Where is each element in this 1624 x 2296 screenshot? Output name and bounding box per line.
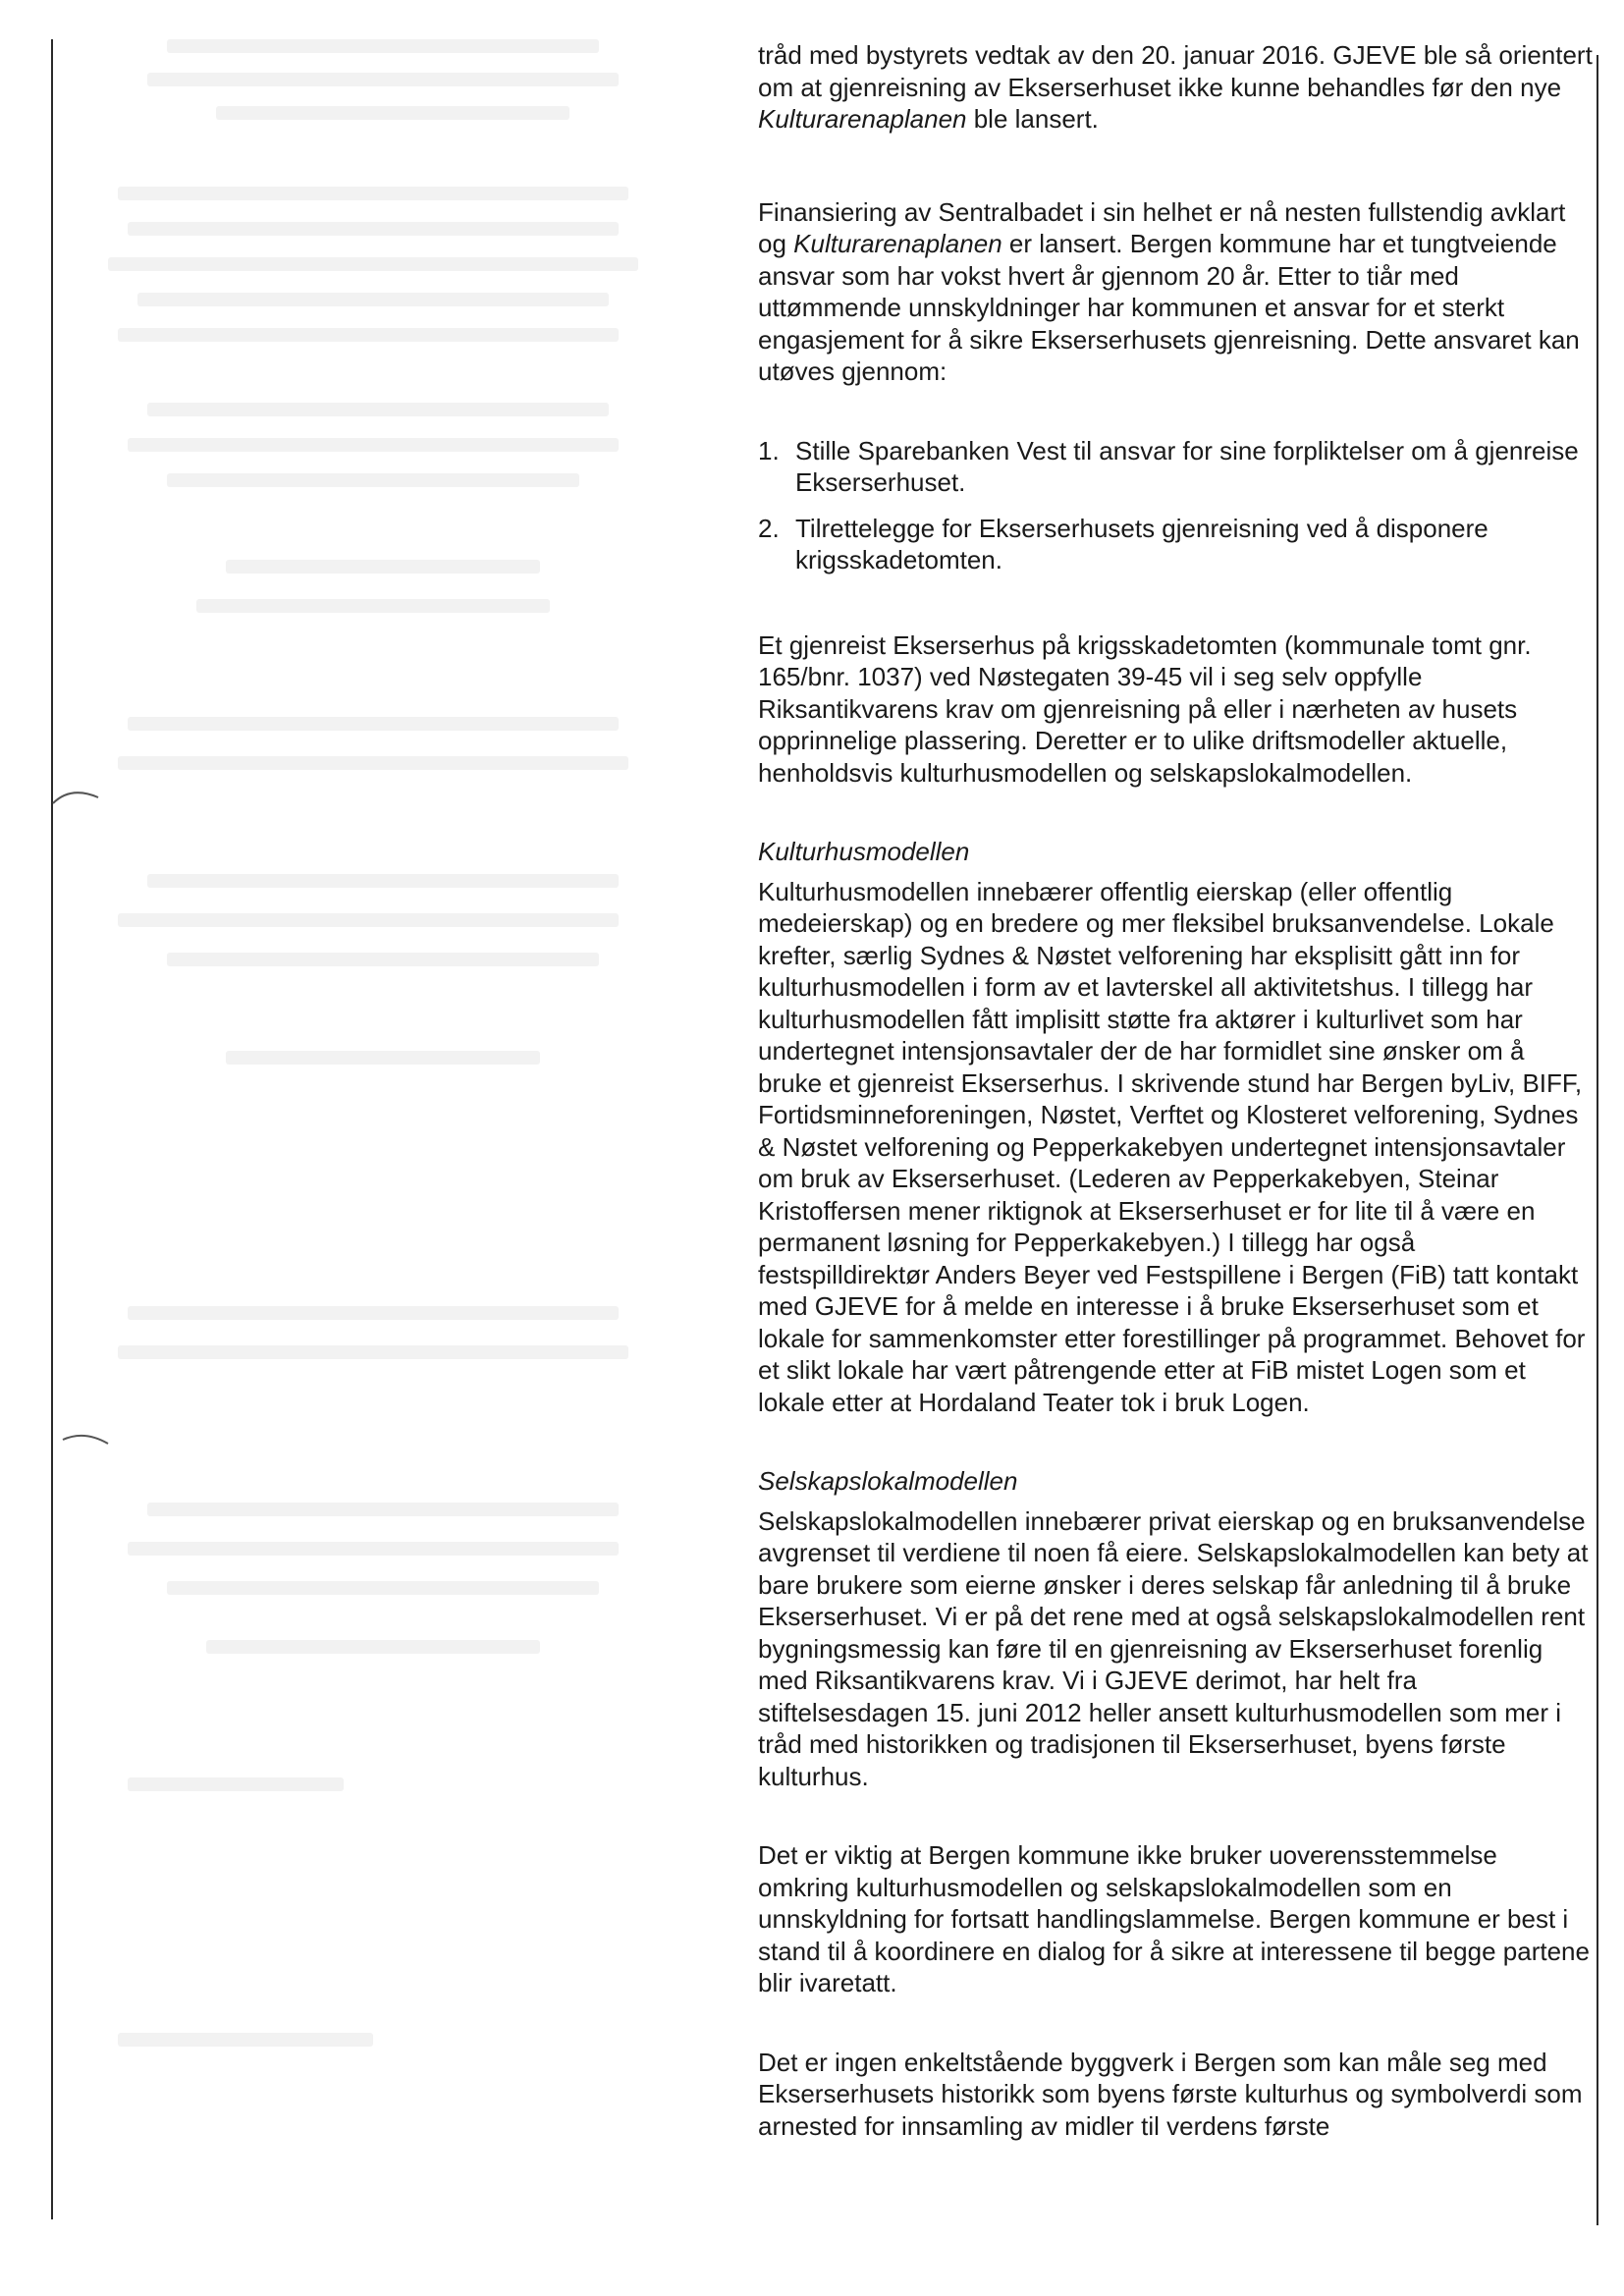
coordination-paragraph: Det er viktig at Bergen kommune ikke bruker uoverensstemmelse omkring kulturhusmodellen og selskapslokalmodellen som en unnskyldning for fortsatt handlingslammelse. Bergen kommune er best i stand til å koordinere en dialog for å sikre at interessene til begge partene blir ivaretatt. bbox=[758, 1840, 1590, 1997]
list-item-number: 1. bbox=[758, 435, 780, 465]
right-margin-line bbox=[1597, 55, 1598, 2225]
culture-model-paragraph: Kulturhusmodellen innebærer offentlig eierskap (eller offentlig medeierskap) og en bredere og mer fleksibel bruksanvendelse. Lokale krefter, særlig Sydnes & Nøstet velforening har eksplisitt gått inn for kulturhusmodellen i form av et lavterskel all aktivitetshus. I tillegg har kulturhusmodellen fått implisitt støtte fra aktører i kulturlivet som har undertegnet intensjonsavtaler der de har formidlet sine ønsker om å bruke et gjenreist Ekserserhus. I skrivende stund har Bergen byLiv, BIFF, Fortidsminneforeningen, Nøstet, Verftet og Klosteret velforening, Sydnes & Nøstet velforening og Pepperkakebyen undertegnet intensjonsavtaler om bruk av Ekserserhuset. (Lederen av Pepperkakebyen, Steinar Kristoffersen mener riktignok at Ekserserhuset er for lite til å være en permanent løsning for Pepperkakebyen.) I tillegg har også festspilldirektør Anders Beyer ved Festspillene i Bergen (FiB) tatt kontakt med GJEVE for å melde en interesse i å bruke Ekserserhuset som et lokale for sammenkomster etter forestillinger på programmet. Behovet for et slikt lokale har vært påtrengende etter at FiB mistet Logen som et lokale etter at Hordaland Teater tok i bruk Logen. bbox=[758, 876, 1586, 1417]
list-item-text: Stille Sparebanken Vest til ansvar for sine forpliktelser om å gjenreise Ekserserhuset. bbox=[795, 435, 1579, 497]
show-through-texture bbox=[108, 29, 658, 2190]
list-item-text: Tilrettelegge for Ekserserhusets gjenreisning ved å disponere krigsskadetomten. bbox=[795, 513, 1489, 574]
action-list bbox=[758, 435, 1593, 576]
culture-model-heading: Kulturhusmodellen bbox=[758, 837, 970, 866]
financing-paragraph bbox=[758, 196, 1593, 388]
party-model-paragraph: Selskapslokalmodellen innebærer privat eierskap og en bruksanvendelse avgrenset til verdiene til noen få eiere. Selskapslokalmodellen kan bety at bare brukere som eierne ønsker i deres selskap får anledning til å bruke Ekserserhuset. Vi er på det rene med at også selskapslokalmodellen rent bygningsmessig kan føre til en gjenreisning av Ekserserhuset forenlig med Riksantikvarens krav. Vi i GJEVE derimot, har helt fra stiftelsesdagen 15. juni 2012 heller ansett kulturhusmodellen som mer i tråd med historikken og tradisjonen til Ekserserhuset, byens første kulturhus. bbox=[758, 1505, 1589, 1791]
site-paragraph: Et gjenreist Ekserserhus på krigsskadetomten (kommunale tomt gnr. 165/bnr. 1037) ved Nøstegaten 39-45 vil i seg selv oppfylle Riksantikvarens krav om gjenreisning på eller i nærheten av husets opprinnelige plassering. Deretter er to ulike driftsmodeller aktuelle, henholdsvis kulturhusmodellen og selskapslokalmodellen. bbox=[758, 629, 1532, 788]
list-item bbox=[758, 435, 1593, 499]
list-item-number: 2. bbox=[758, 513, 780, 543]
intro-plan-title: Kulturarenaplanen bbox=[758, 104, 967, 134]
intro-text-end: ble lansert. bbox=[966, 104, 1099, 134]
intro-text-start: tråd med bystyrets vedtak av den 20. januar 2016. GJEVE ble så orientert om at gjenreisning av Ekserserhuset ikke kunne behandles før den nye bbox=[758, 40, 1593, 102]
party-model-heading: Selskapslokalmodellen bbox=[758, 1466, 1018, 1496]
closing-paragraph: Det er ingen enkeltstående byggverk i Bergen som kan måle seg med Ekserserhusets historikk som byens første kulturhus og symbolverdi som arnested for innsamling av midler til verdens første bbox=[758, 2047, 1583, 2141]
financing-text-start: Finansiering av Sentralbadet i sin helhet er nå nesten fullstendig avklart og bbox=[758, 196, 1566, 258]
financing-text-end: er lansert. Bergen kommune har et tungtveiende ansvar som har vokst hvert år gjennom 20 år. Etter to tiår med uttømmende unnskyldninger har kommunen et ansvar for et sterkt engasjement for å sikre Ekserserhusets gjenreisning. Dette ansvaret kan utøves gjennom: bbox=[758, 229, 1580, 386]
text-column bbox=[758, 39, 1593, 2142]
intro-paragraph bbox=[758, 39, 1593, 136]
left-margin-line bbox=[51, 39, 53, 2219]
punch-hole-mark-bottom bbox=[61, 1428, 110, 1448]
financing-plan-title: Kulturarenaplanen bbox=[793, 229, 1002, 258]
list-item bbox=[758, 513, 1593, 576]
punch-hole-mark-top bbox=[51, 786, 100, 805]
